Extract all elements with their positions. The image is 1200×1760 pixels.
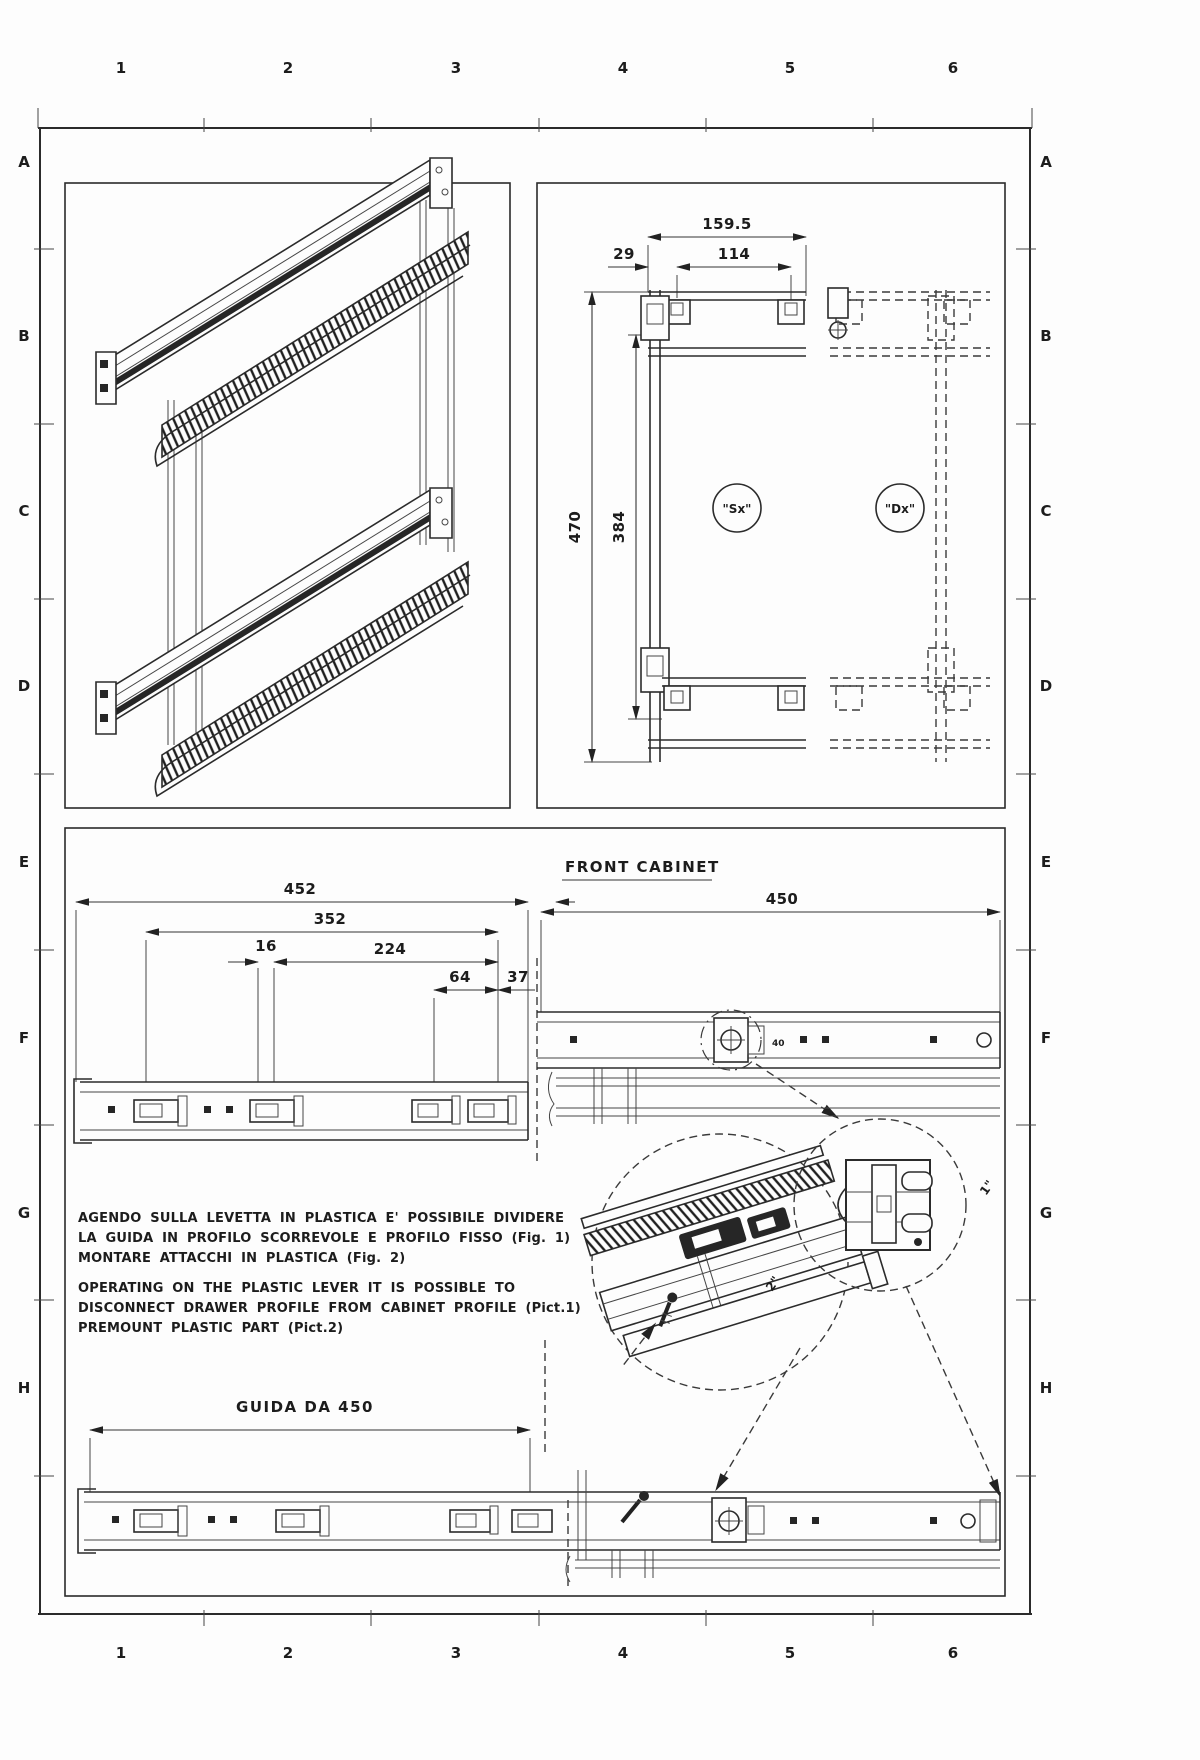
note-en-line3: PREMOUNT PLASTIC PART (Pict.2) [78,1321,344,1336]
col-label: 6 [947,1644,959,1662]
col-label: 2 [282,1644,294,1662]
col-label: 4 [617,1644,629,1662]
dim-text-352: 352 [313,910,347,928]
note-en-line1: OPERATING ON THE PLASTIC LEVER IT IS POSSIBLE TO [78,1281,516,1296]
col-label: 3 [450,59,462,77]
dim-470 [566,292,652,762]
row-label: C [1040,502,1052,520]
grid-row-labels-left [18,153,31,1397]
basket-tier-bottom [96,488,470,796]
dim-text-450: 450 [765,890,799,908]
dx-marker [876,484,924,532]
row-label: D [17,677,31,695]
dx-label: "Dx" [884,502,916,516]
row-label: E [18,853,30,871]
row-label: B [1040,327,1052,345]
dim-text-470: 470 [566,510,584,544]
basket-tier-top [96,158,470,466]
row-label: F [1040,1029,1052,1047]
drawer-slide-profile-upper [74,1079,528,1143]
dim-text-452: 452 [283,880,317,898]
row-label: A [18,153,30,171]
right-runner-dashed [828,288,990,762]
grid-column-labels-top [116,59,958,77]
row-label: C [18,502,30,520]
isometric-basket-unit [96,158,470,796]
col-label: 4 [617,59,629,77]
guida-label: GUIDA DA 450 [236,1398,374,1416]
dim-text-29: 29 [613,245,635,263]
guida-450-dimension [90,1340,545,1492]
upper-slide-dimensions [76,880,535,1082]
front-cabinet-label: FRONT CABINET [565,858,720,876]
col-label: 5 [784,1644,796,1662]
cabinet-slide-profile-lower [560,1470,1000,1586]
col-label: 6 [947,59,959,77]
top-plan-view [566,215,990,762]
row-label: E [1040,853,1052,871]
row-label: D [1039,677,1053,695]
dim-text-114: 114 [717,245,751,263]
note-it-line1: AGENDO SULLA LEVETTA IN PLASTICA E' POSSIBILE DIVIDERE [78,1211,565,1226]
note-it-line2: LA GUIDA IN PROFILO SCORREVOLE E PROFILO FISSO (Fig. 1) [78,1231,571,1246]
dim-text-384: 384 [610,510,628,544]
dim-text-224: 224 [373,940,407,958]
pict1-ref-label: 1" [976,1177,997,1198]
notes-block [78,1211,581,1336]
dim-text-37: 37 [507,968,529,986]
col-label: 1 [115,59,127,77]
dim-114 [677,245,791,312]
row-label: H [17,1379,31,1397]
pict1-lever-detail [577,1134,887,1390]
sx-label: "Sx" [722,502,752,516]
sx-marker [713,484,761,532]
grid-row-labels-right [1040,153,1053,1397]
dim-text-40: 40 [772,1039,785,1049]
row-label: G [17,1204,31,1222]
dim-text-64: 64 [449,968,471,986]
dim-29 [608,245,648,267]
note-en-line2: DISCONNECT DRAWER PROFILE FROM CABINET PROFILE (Pict.1) [78,1301,581,1316]
top-view-frame [537,183,1005,808]
note-it-line3: MONTARE ATTACCHI IN PLASTICA (Fig. 2) [78,1251,406,1266]
col-label: 1 [115,1644,127,1662]
left-runner-solid [641,290,806,762]
col-label: 2 [282,59,294,77]
dim-text-16: 16 [255,937,277,955]
row-label: H [1039,1379,1053,1397]
col-label: 5 [784,59,796,77]
drawer-slide-profile-lower [78,1489,649,1553]
row-label: G [1039,1204,1053,1222]
grid-column-labels-bottom [116,1644,958,1662]
cabinet-slide-profile-upper [537,1010,1000,1126]
row-label: A [1040,153,1052,171]
col-label: 3 [450,1644,462,1662]
pict2-ref-label: 2" [762,1273,783,1294]
dim-text-159-5: 159.5 [702,215,752,233]
row-label: F [18,1029,30,1047]
row-label: B [18,327,30,345]
